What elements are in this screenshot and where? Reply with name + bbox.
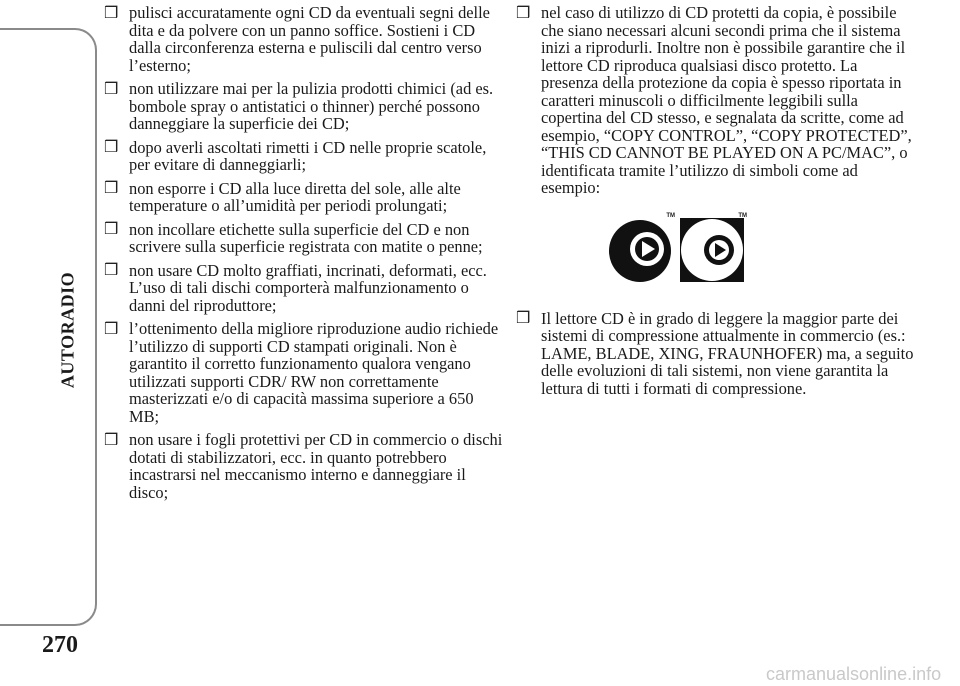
list-item [104,320,504,425]
list-item-text: nel caso di utilizzo di CD protetti da copia, è possibile che siano necessari alcuni secondi prima che il sistema inizi a riprodurli. Inoltre non è possibile garantire che il lettore CD riproduca qualsiasi disco protetto. La presenza della protezione da copia è spesso riportata in caratteri minuscoli o difficilmente leggibili sulla copertina del CD stesso, e segnalata da scritte, come ad esempio, “COPY CONTROL”, “COPY PROTECTED”, “THIS CD CANNOT BE PLAYED ON A PC/MAC”, o identificata tramite l’utilizzo di simboli come ad esempio: [541,3,912,197]
list-item [104,180,504,215]
list-item [104,221,504,256]
list-item-text: non esporre i CD alla luce diretta del sole, alle alte temperature o all’umidità per periodi prolungati; [129,178,461,215]
chapter-side-tab [0,28,97,626]
list-item-text: non incollare etichette sulla superficie del CD e non scrivere sulla superficie registrata con matite o penne; [129,219,483,256]
checkbox-bullet-icon: ❒ [104,4,119,22]
list-item [104,80,504,133]
list-item-text: non utilizzare mai per la pulizia prodotti chimici (ad es. bombole spray o antistatici o thinner) perché possono danneggiare la superficie dei CD; [129,79,494,133]
checkbox-bullet-icon: ❒ [516,310,531,327]
checkbox-bullet-icon: ❒ [104,262,119,279]
list-item-text: pulisci accuratamente ogni CD da eventuali segni delle dita e da polvere con un panno soffice. Sostieni i CD dalla circonferenza esterna e puliscili dal centro verso l’esterno; [129,3,490,75]
list-item [104,262,504,315]
checkbox-bullet-icon: ❒ [104,320,119,338]
checkbox-bullet-icon: ❒ [104,139,119,156]
checkbox-bullet-icon: ❒ [104,80,119,98]
list-item [104,431,504,501]
list-item-text: dopo averli ascoltati rimetti i CD nelle proprie scatole, per evitare di danneggiarli; [129,137,487,174]
copy-protection-square-icon [679,217,745,283]
list-item [516,310,916,398]
list-item [104,139,504,174]
copy-protection-logo-square [679,212,747,288]
list-item-text: l’ottenimento della migliore riproduzione audio richiede l’utilizzo di supporti CD stampati originali. Non è garantito il corretto funzionamento qualora vengano utilizzati supporti CDR/ RW non correttamente masterizzati e/o di capacità massima superiore a 650 MB; [129,319,499,426]
list-item [104,4,504,74]
checkbox-bullet-icon: ❒ [516,4,531,22]
copy-protection-logos [576,212,776,288]
checkbox-bullet-icon: ❒ [104,431,119,449]
left-column [104,4,504,507]
page-number: 270 [42,632,78,658]
right-column [516,4,916,403]
trademark-mark: TM [738,212,747,219]
chapter-label: AUTORADIO [57,271,78,389]
list-item-text: non usare CD molto graffiati, incrinati, deformati, ecc. L’uso di tali dischi comporterà malfunzionamento o danni del riproduttore; [129,260,487,315]
checkbox-bullet-icon: ❒ [104,221,119,238]
watermark: carmanualsonline.info [766,664,942,684]
list-item [516,4,916,197]
list-item-text: Il lettore CD è in grado di leggere la maggior parte dei sistemi di compressione attualmente in commercio (es.: LAME, BLADE, XING, FRAUNHOFER) ma, a seguito delle evoluzioni di tali sistemi, non viene garantita la lettura di tutti i formati di compressione. [541,308,914,398]
copy-protection-logo-black [607,212,675,288]
trademark-mark: TM [666,212,675,219]
copy-protection-disc-icon [607,217,673,283]
list-item-text: non usare i fogli protettivi per CD in commercio o dischi dotati di stabilizzatori, ecc. in quanto potrebbero incastrarsi nel meccanismo interno e danneggiare il disco; [129,430,503,502]
checkbox-bullet-icon: ❒ [104,180,119,197]
